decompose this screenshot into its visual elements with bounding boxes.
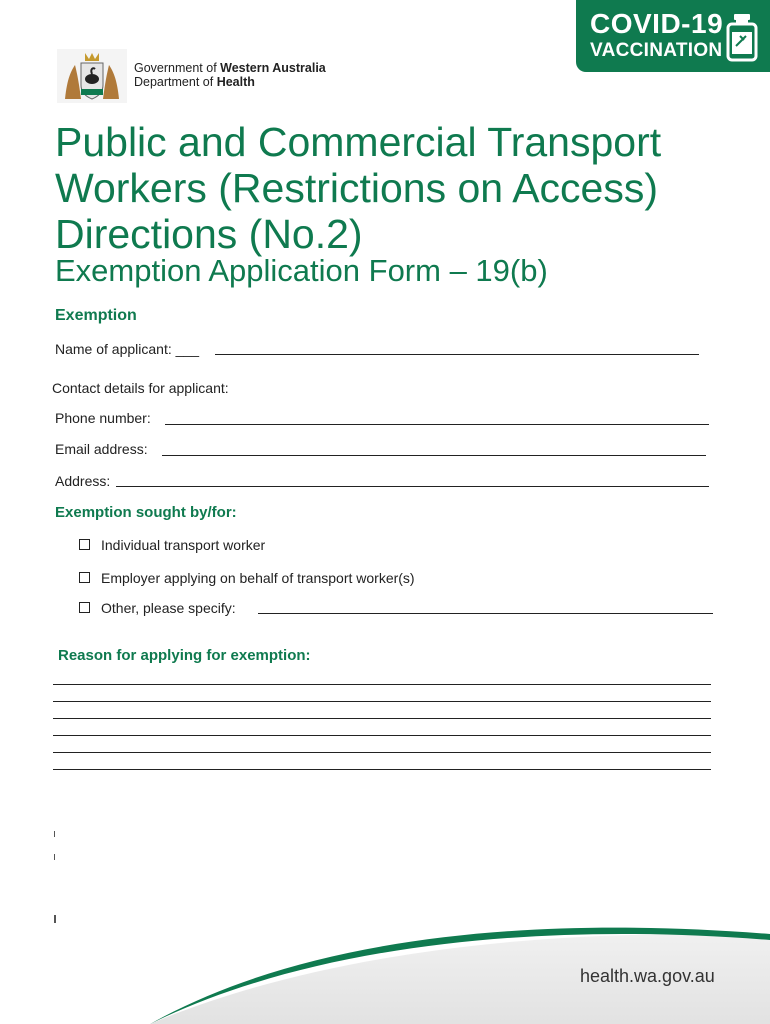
reason-line <box>53 735 711 736</box>
contact-details-label: Contact details for applicant: <box>52 380 229 396</box>
covid-vaccination-badge <box>576 0 770 72</box>
reason-textarea[interactable] <box>53 684 711 774</box>
margin-mark <box>54 854 55 860</box>
department-name: Department of Health <box>134 75 255 89</box>
exemption-sought-heading: Exemption sought by/for: <box>55 504 237 521</box>
reason-line <box>53 769 711 770</box>
email-field[interactable] <box>162 455 706 456</box>
phone-label: Phone number: <box>55 410 151 426</box>
footer-swoosh <box>0 900 770 1024</box>
other-specify-field[interactable] <box>258 613 713 614</box>
phone-field[interactable] <box>165 424 709 425</box>
form-subtitle: Exemption Application Form – 19(b) <box>55 253 548 288</box>
exemption-heading: Exemption <box>55 307 137 324</box>
option-employer-checkbox[interactable] <box>79 572 90 583</box>
vaccine-vial-icon <box>724 12 760 62</box>
option-individual-checkbox[interactable] <box>79 539 90 550</box>
footer-url[interactable]: health.wa.gov.au <box>580 966 715 986</box>
address-field[interactable] <box>116 486 709 487</box>
badge-subtitle: VACCINATION <box>590 40 723 61</box>
applicant-name-field[interactable] <box>215 354 699 355</box>
government-name: Government of Western Australia <box>134 61 326 75</box>
option-other-checkbox[interactable] <box>79 602 90 613</box>
page-title: Public and Commercial Transport Workers (Restrictions on Access) Directions (No.2) <box>55 119 662 257</box>
option-individual-label: Individual transport worker <box>101 537 266 553</box>
address-label: Address: <box>55 473 111 489</box>
margin-mark <box>54 831 55 837</box>
reason-heading: Reason for applying for exemption: <box>58 647 311 664</box>
reason-line <box>53 684 711 685</box>
reason-line <box>53 718 711 719</box>
applicant-name-label: Name of applicant: ___ <box>55 341 199 357</box>
option-employer-label: Employer applying on behalf of transport worker(s) <box>101 570 415 586</box>
reason-line <box>53 701 711 702</box>
option-other-label: Other, please specify: <box>101 600 236 616</box>
reason-line <box>53 752 711 753</box>
coat-of-arms-logo <box>57 49 127 103</box>
badge-title: COVID-19 <box>590 8 724 39</box>
email-label: Email address: <box>55 441 148 457</box>
